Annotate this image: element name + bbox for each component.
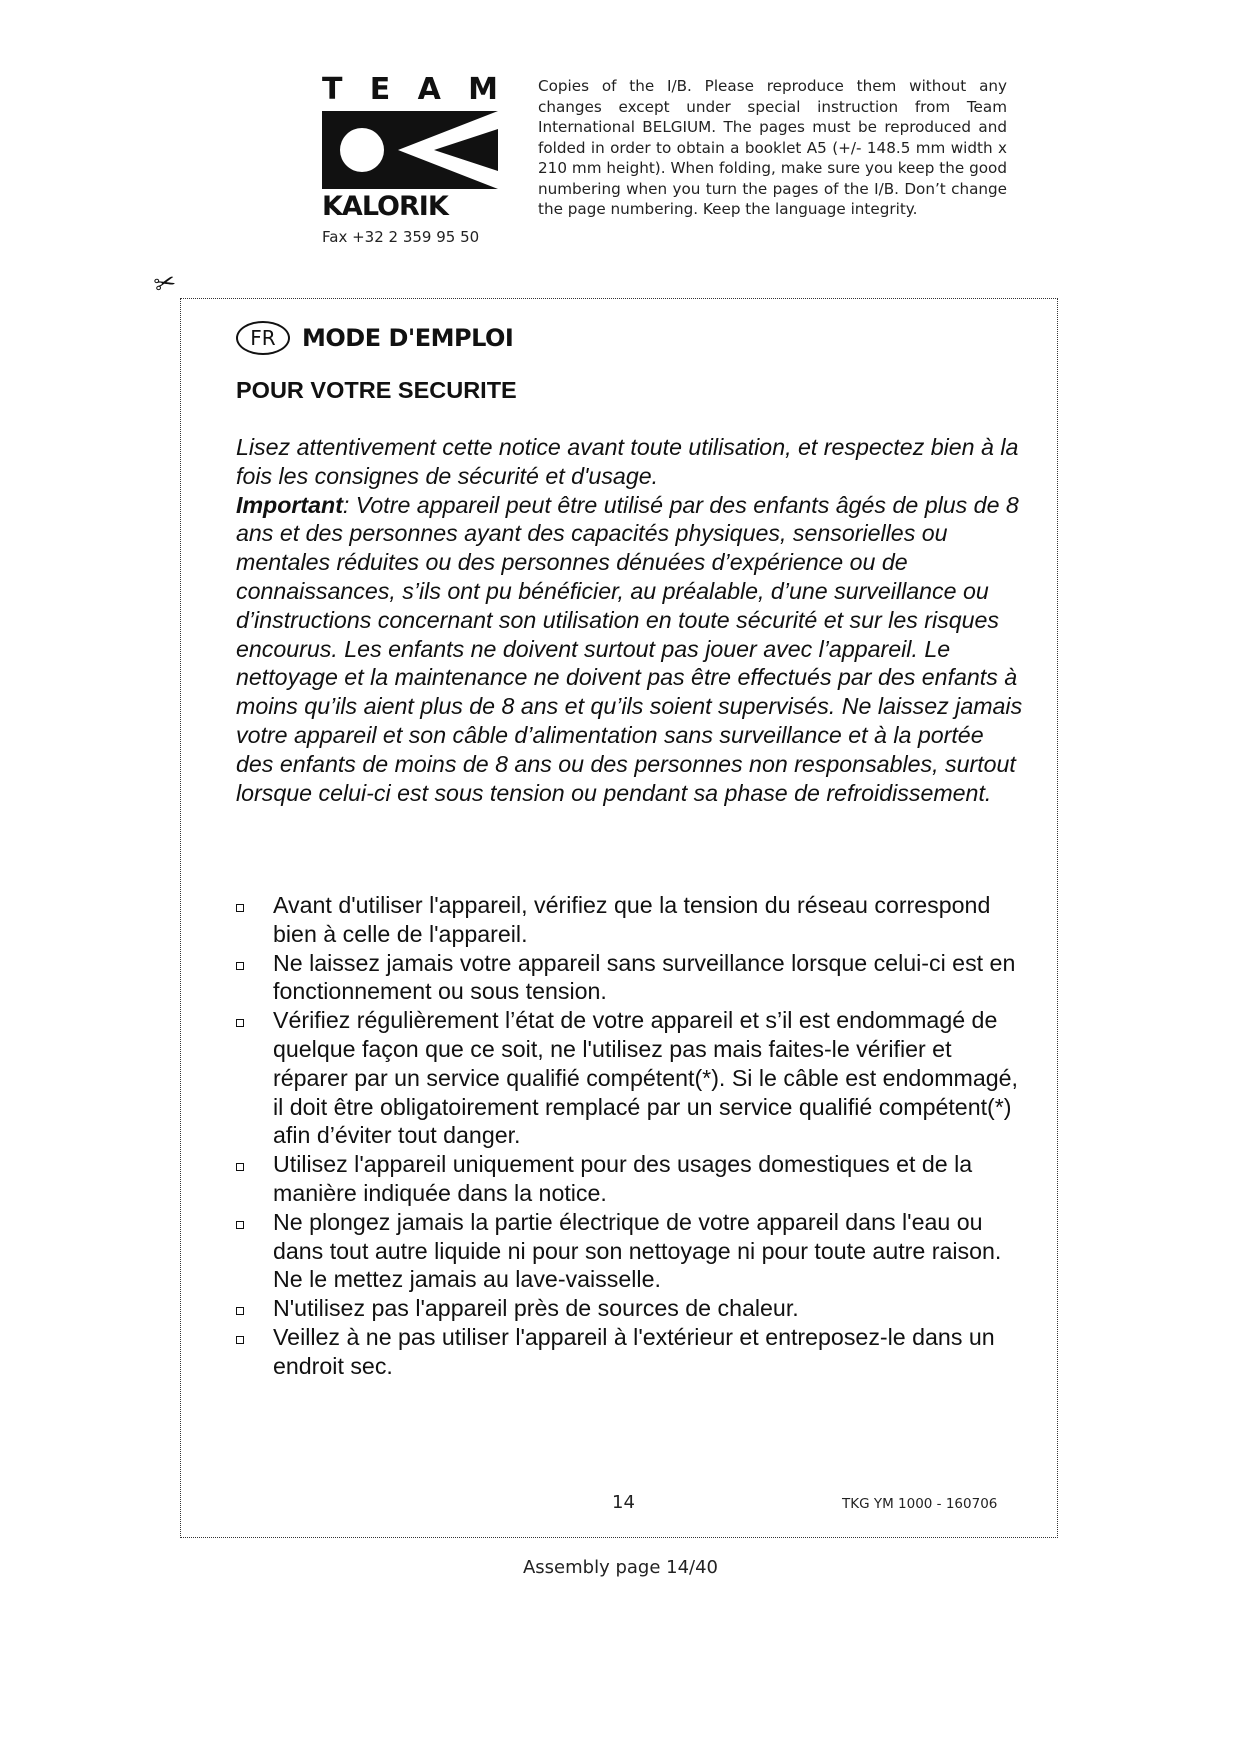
copies-notice: Copies of the I/B. Please reproduce them without any changes except under special instruction from Team International BELGIUM. The pages must be reproduced and folded in order to obtain a booklet A5 (+/- 148.5 mm width x 210 mm height). When folding, make sure you keep the good numbering when you turn the pages of the I/B. Don’t change the page numbering. Keep the language integrity. [538,77,1007,218]
list-item-text: Vérifiez régulièrement l’état de votre appareil et s’il est endommagé de quelque façon que ce soit, ne l'utilisez pas mais faites-le vérifier et réparer par un service qualifié compétent(*). Si le câble est endommagé, il doit être obligatoirement remplacé par un service qualifié compétent(*) afin d’éviter tout danger. [273,1007,1018,1149]
safety-intro-paragraph [236,433,1026,807]
page-title-row [236,321,513,355]
checkbox-bullet-icon [236,904,244,912]
checkbox-bullet-icon [236,1221,244,1229]
logo-letter: T [322,72,343,107]
list-item [236,1323,1026,1381]
list-item [236,949,1026,1007]
list-item [236,1294,1026,1323]
page-title: MODE D'EMPLOI [302,324,514,352]
scissors-icon: ✂ [150,265,180,301]
list-item-text: N'utilisez pas l'appareil près de sources de chaleur. [273,1295,799,1322]
list-item-text: Ne laissez jamais votre appareil sans surveillance lorsque celui-ci est en fonctionnement ou sous tension. [273,949,1016,1005]
checkbox-bullet-icon [236,1336,244,1344]
logo-letter: E [369,72,391,107]
checkbox-bullet-icon [236,1019,244,1027]
logo-letter: A [417,72,441,107]
checkbox-bullet-icon [236,1307,244,1315]
language-badge: FR [236,321,290,355]
important-text: : Votre appareil peut être utilisé par des enfants âgés de plus de 8 ans et des personnes ayant des capacités physiques, sensorielles ou mentales réduites ou des personnes dénuées d’expérience ou de connaissances, s’ils ont pu bénéficier, au préalable, d’une surveillance ou d’instructions concernant son utilisation en toute sécurité et sur les risques encourus. Les enfants ne doivent surtout pas jouer avec l’appareil. Le nettoyage et la maintenance ne doivent pas être effectués par des enfants à moins qu’ils aient plus de 8 ans et qu’ils soient supervisés. Ne laissez jamais votre appareil et son câble d’alimentation sans surveillance et à la portée des enfants de moins de 8 ans ou des personnes non responsables, surtout lorsque celui-ci est sous tension ou pendant sa phase de refroidissement. [236,491,1023,806]
checkbox-bullet-icon [236,962,244,970]
list-item-text: Avant d'utiliser l'appareil, vérifiez que la tension du réseau correspond bien à celle de l'appareil. [273,892,991,947]
logo-brand-name: KALORIK [322,191,448,222]
document-code: TKG YM 1000 - 160706 [842,1496,998,1512]
list-item [236,1208,1026,1294]
checkbox-bullet-icon [236,1163,244,1171]
team-kalorik-logo [322,72,498,222]
list-item-text: Ne plongez jamais la partie électrique de votre appareil dans l'eau ou dans tout autre liquide ni pour son nettoyage ni pour toute autre raison. Ne le mettez jamais au lave-vaisselle. [273,1208,1002,1293]
kalorik-k-mark-icon [322,111,498,189]
logo-team-wordmark [322,72,498,107]
important-label: Important [236,491,343,518]
logo-letter: M [468,72,498,107]
list-item [236,1006,1026,1150]
page-number: 14 [612,1492,635,1513]
list-item-text: Veillez à ne pas utiliser l'appareil à l'extérieur et entreposez-le dans un endroit sec. [273,1323,995,1379]
safety-bullet-list [236,891,1026,1381]
fax-number: Fax +32 2 359 95 50 [322,228,480,246]
section-heading: POUR VOTRE SECURITE [236,377,517,403]
list-item [236,1150,1026,1208]
assembly-page-label: Assembly page 14/40 [522,1557,719,1578]
list-item-text: Utilisez l'appareil uniquement pour des usages domestiques et de la manière indiquée dans la notice. [273,1151,973,1206]
list-item [236,891,1026,949]
intro-lead-text: Lisez attentivement cette notice avant toute utilisation, et respectez bien à la fois les consignes de sécurité et d'usage. [236,434,1019,489]
